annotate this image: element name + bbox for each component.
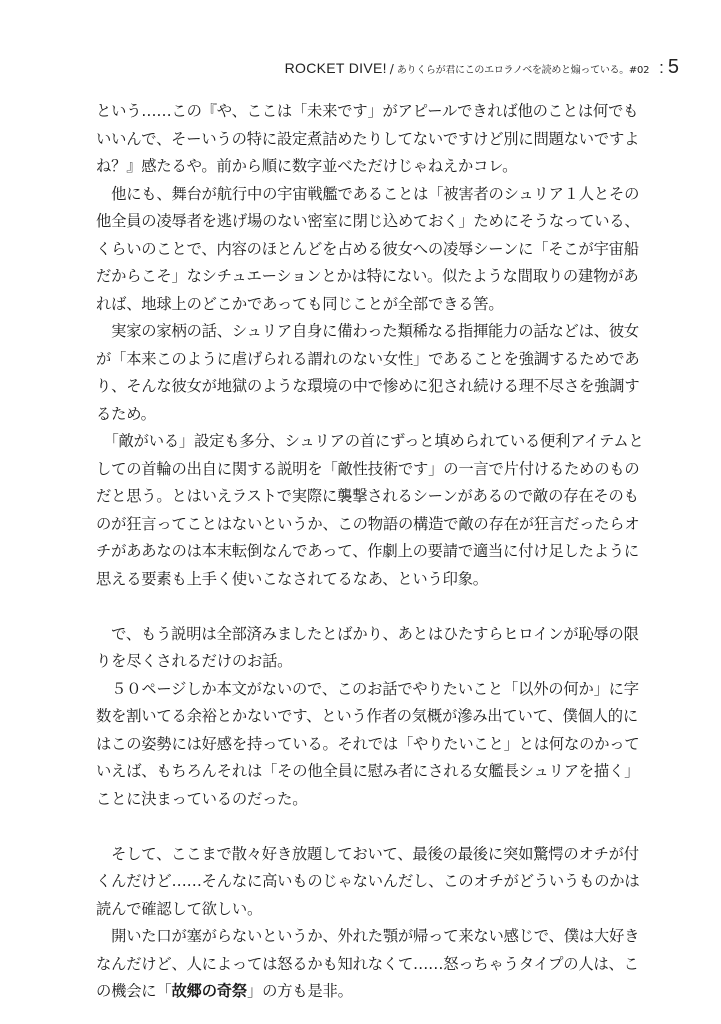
paragraph: 他にも、舞台が航行中の宇宙戦艦であることは「被害者のシュリア１人とその他全員の凌辱者を逃げ場のない密室に閉じ込めておく」ためにそうなっている、くらいのことで、内容のほとんどを占める彼女への凌辱シーンに「そこが宇宙船だからこそ」なシチュエーションとかは特にない。似たような間取りの建物があれば、地球上のどこかであっても同じことが全部できる筈。 xyxy=(96,184,640,313)
paragraph: ５０ページしか本文がないので、このお話でやりたいこと「以外の何か」に字数を割いてる余裕とかないです、という作者の気概が滲み出ていて、僕個人的にはこの姿勢には好感を持っている。それでは「やりたいこと」とは何なのかっていえば、もちろんそれは「その他全員に慰み者にされる女艦長シュリアを描く」ことに決まっているのだった。 xyxy=(96,679,640,808)
paragraph: 「敵がいる」設定も多分、シュリアの首にずっと填められている便利アイテムとしての首輪の出自に関する説明を「敵性技術です」の一言で片付けるためのものだと思う。とはいえラストで実際に襲撃されるシーンがあるので敵の存在そのものが狂言ってことはないというか、この物語の構造で敵の存在が狂言だったらオチがああなのは本末転倒なんであって、作劇上の要請で適当に付け足したように思える要素も上手く使いこなされてるなあ、という印象。 xyxy=(96,432,644,588)
body-text xyxy=(96,98,644,1006)
book-title: ROCKET DIVE! xyxy=(284,60,387,76)
blank-line xyxy=(96,593,644,621)
blank-line xyxy=(96,813,644,841)
paragraph: そして、ここまで散々好き放題しておいて、最後の最後に突如驚愕のオチが付くんだけど……そんなに高いものじゃないんだし、このオチがどういうものかは読んで確認して欲しい。 xyxy=(96,844,640,918)
paragraph: 実家の家柄の話、シュリア自身に備わった類稀なる指揮能力の話などは、彼女が「本来このように虐げられる謂れのない女性」であることを強調するためであり、そんな彼女が地獄のような環境の中で惨めに犯され続ける理不尽さを強調するため。 xyxy=(96,322,640,423)
paragraph-text: 開いた口が塞がらないというか、外れた顎が帰って来ない感じで、僕は大好きなんだけど、人によっては怒るかも知れなくて……怒っちゃうタイプの人は、この機会に「 xyxy=(96,927,640,1000)
header-colon: : xyxy=(659,58,664,77)
paragraph: という……この『や、ここは「未来です」がアピールできれば他のことは何でもいいんで、そーいうの特に設定煮詰めたりしてないですけど別に問題ないですよね？』感たるや。前から順に数字並べただけじゃねえかコレ。 xyxy=(96,102,640,175)
paragraph-tail: 」の方も是非。 xyxy=(247,982,353,1000)
page-number: 5 xyxy=(667,56,679,78)
paragraph: で、もう説明は全部済みましたとばかり、あとはひたすらヒロインが恥辱の限りを尽くされるだけのお話。 xyxy=(96,624,639,670)
final-paragraph xyxy=(96,923,644,1006)
running-header xyxy=(285,56,679,79)
book-subtitle: ありくらが君にこのエロラノベを読めと煽っている。#02 xyxy=(396,65,650,76)
emphasized-title: 故郷の奇祭 xyxy=(171,982,247,1000)
header-separator: / xyxy=(389,62,394,76)
